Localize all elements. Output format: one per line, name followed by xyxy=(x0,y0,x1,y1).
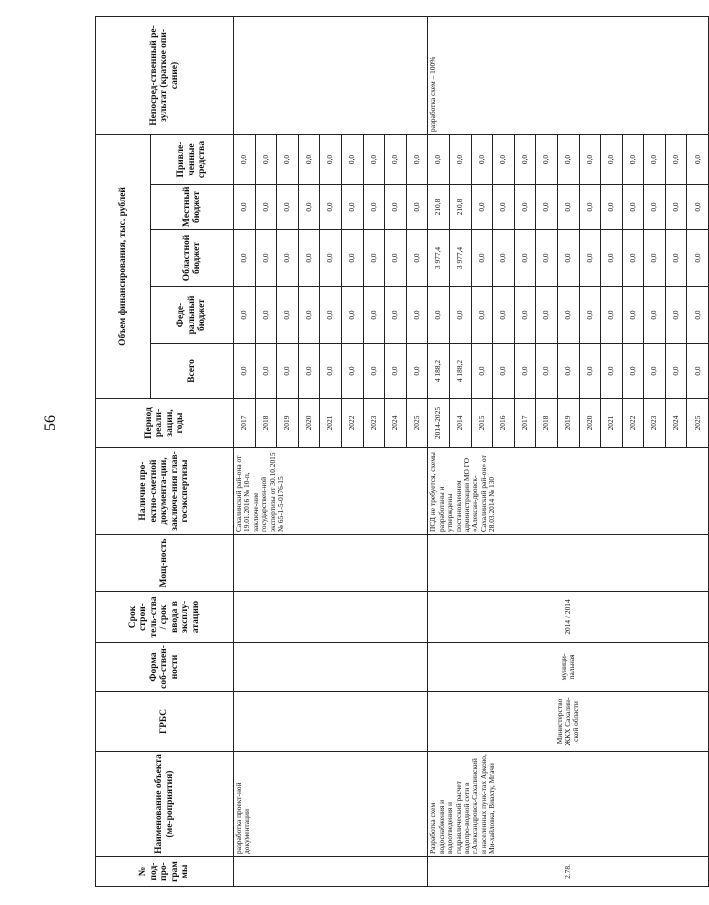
cell-attracted: 0,0 xyxy=(601,135,623,185)
cell-year: 2018 xyxy=(536,399,558,448)
cell-local: 0,0 xyxy=(536,185,558,230)
cell-local: 0,0 xyxy=(514,185,536,230)
block2-result-cell: разработка схем – 100% xyxy=(428,17,709,135)
header-name: Наименование объекта (ме-роприятия) xyxy=(96,752,234,857)
cell-regional: 0,0 xyxy=(493,230,515,287)
block1-form-cell xyxy=(234,643,428,692)
cell-regional: 0,0 xyxy=(687,230,709,287)
cell-local: 0,0 xyxy=(320,185,342,230)
cell-federal: 0,0 xyxy=(665,287,687,344)
cell-year: 2024 xyxy=(665,399,687,448)
cell-year: 2020 xyxy=(298,399,320,448)
cell-regional: 3 977,4 xyxy=(449,230,471,287)
header-local: Местный бюджет xyxy=(151,185,234,230)
page-number: 56 xyxy=(42,415,59,431)
cell-federal: 0,0 xyxy=(449,287,471,344)
cell-regional: 0,0 xyxy=(557,230,579,287)
table-row xyxy=(428,17,450,887)
cell-regional: 0,0 xyxy=(385,230,407,287)
cell-year: 2019 xyxy=(277,399,299,448)
block1-term-cell xyxy=(234,592,428,643)
cell-attracted: 0,0 xyxy=(363,135,385,185)
cell-federal: 0,0 xyxy=(687,287,709,344)
cell-total: 0,0 xyxy=(557,344,579,399)
cell-total: 0,0 xyxy=(665,344,687,399)
cell-attracted: 0,0 xyxy=(579,135,601,185)
header-regional: Областной бюджет xyxy=(151,230,234,287)
cell-year: 2021 xyxy=(320,399,342,448)
header-num: № под-про-грам мы xyxy=(96,857,234,887)
cell-federal: 0,0 xyxy=(601,287,623,344)
cell-regional: 0,0 xyxy=(341,230,363,287)
cell-year: 2017 xyxy=(234,399,256,448)
cell-total: 0,0 xyxy=(406,344,428,399)
cell-regional: 0,0 xyxy=(277,230,299,287)
cell-attracted: 0,0 xyxy=(644,135,666,185)
cell-year: 2025 xyxy=(687,399,709,448)
cell-total: 0,0 xyxy=(320,344,342,399)
header-financing-group: Объем финансирования, тыс. рублей xyxy=(96,135,151,399)
cell-federal: 0,0 xyxy=(234,287,256,344)
cell-local: 0,0 xyxy=(557,185,579,230)
cell-attracted: 0,0 xyxy=(471,135,493,185)
cell-attracted: 0,0 xyxy=(341,135,363,185)
cell-local: 0,0 xyxy=(687,185,709,230)
cell-attracted: 0,0 xyxy=(493,135,515,185)
cell-total: 0,0 xyxy=(255,344,277,399)
cell-attracted: 0,0 xyxy=(665,135,687,185)
cell-attracted: 0,0 xyxy=(449,135,471,185)
cell-total: 0,0 xyxy=(622,344,644,399)
cell-total: 0,0 xyxy=(471,344,493,399)
cell-regional: 0,0 xyxy=(298,230,320,287)
cell-regional: 0,0 xyxy=(579,230,601,287)
cell-year: 2018 xyxy=(255,399,277,448)
cell-total: 0,0 xyxy=(644,344,666,399)
cell-total: 0,0 xyxy=(363,344,385,399)
cell-regional: 0,0 xyxy=(234,230,256,287)
cell-year: 2022 xyxy=(622,399,644,448)
cell-federal: 0,0 xyxy=(406,287,428,344)
cell-regional: 0,0 xyxy=(601,230,623,287)
header-attracted: Привле-ченные средства xyxy=(151,135,234,185)
cell-total: 0,0 xyxy=(687,344,709,399)
cell-total: 0,0 xyxy=(234,344,256,399)
cell-attracted: 0,0 xyxy=(277,135,299,185)
cell-local: 0,0 xyxy=(385,185,407,230)
cell-regional: 0,0 xyxy=(406,230,428,287)
cell-federal: 0,0 xyxy=(363,287,385,344)
cell-local: 0,0 xyxy=(298,185,320,230)
rotated-page xyxy=(95,17,702,887)
cell-local: 0,0 xyxy=(579,185,601,230)
cell-attracted: 0,0 xyxy=(514,135,536,185)
cell-year: 2014-2025 xyxy=(428,399,450,448)
cell-regional: 0,0 xyxy=(644,230,666,287)
cell-attracted: 0,0 xyxy=(428,135,450,185)
header-psd: Наличие про-ектно-сметной документа-ции, заключе-ния глав-госэкспертизы xyxy=(96,448,234,535)
table-header xyxy=(96,17,234,887)
cell-total: 0,0 xyxy=(385,344,407,399)
cell-local: 0,0 xyxy=(406,185,428,230)
cell-attracted: 0,0 xyxy=(385,135,407,185)
cell-local: 0,0 xyxy=(665,185,687,230)
cell-federal: 0,0 xyxy=(277,287,299,344)
cell-total: 0,0 xyxy=(601,344,623,399)
cell-regional: 0,0 xyxy=(320,230,342,287)
cell-year: 2024 xyxy=(385,399,407,448)
cell-local: 0,0 xyxy=(255,185,277,230)
cell-attracted: 0,0 xyxy=(234,135,256,185)
cell-local: 0,0 xyxy=(601,185,623,230)
cell-federal: 0,0 xyxy=(622,287,644,344)
cell-regional: 0,0 xyxy=(622,230,644,287)
cell-year: 2014 xyxy=(449,399,471,448)
cell-federal: 0,0 xyxy=(385,287,407,344)
cell-year: 2023 xyxy=(363,399,385,448)
block2-power-cell xyxy=(428,535,709,592)
cell-total: 0,0 xyxy=(277,344,299,399)
cell-attracted: 0,0 xyxy=(298,135,320,185)
cell-regional: 0,0 xyxy=(536,230,558,287)
block1-result-cell xyxy=(234,17,428,135)
cell-total: 0,0 xyxy=(493,344,515,399)
cell-year: 2022 xyxy=(341,399,363,448)
cell-attracted: 0,0 xyxy=(406,135,428,185)
cell-total: 0,0 xyxy=(341,344,363,399)
block1-name-cell: разработка проект-ной документации xyxy=(234,752,428,857)
header-federal: Феде-ральный бюджет xyxy=(151,287,234,344)
cell-attracted: 0,0 xyxy=(557,135,579,185)
cell-regional: 3 977,4 xyxy=(428,230,450,287)
cell-regional: 0,0 xyxy=(363,230,385,287)
block1-power-cell xyxy=(234,535,428,592)
table-row xyxy=(234,17,256,887)
cell-local: 0,0 xyxy=(471,185,493,230)
header-total: Всего xyxy=(151,344,234,399)
cell-year: 2021 xyxy=(601,399,623,448)
block2-term-cell: 2014 / 2014 xyxy=(428,592,709,643)
header-power: Мощ-ность xyxy=(96,535,234,592)
cell-year: 2016 xyxy=(493,399,515,448)
header-term: Срок строи-тель-ства / срок ввода в эксплу-атацию xyxy=(96,592,234,643)
cell-attracted: 0,0 xyxy=(255,135,277,185)
cell-federal: 0,0 xyxy=(644,287,666,344)
cell-year: 2025 xyxy=(406,399,428,448)
cell-year: 2020 xyxy=(579,399,601,448)
cell-federal: 0,0 xyxy=(428,287,450,344)
cell-regional: 0,0 xyxy=(514,230,536,287)
cell-total: 0,0 xyxy=(536,344,558,399)
cell-federal: 0,0 xyxy=(493,287,515,344)
cell-total: 0,0 xyxy=(298,344,320,399)
cell-total: 0,0 xyxy=(579,344,601,399)
header-grbs: ГРБС xyxy=(96,692,234,752)
cell-local: 0,0 xyxy=(363,185,385,230)
cell-federal: 0,0 xyxy=(557,287,579,344)
cell-local: 0,0 xyxy=(493,185,515,230)
cell-local: 0,0 xyxy=(622,185,644,230)
header-period: Период реали-зации, годы xyxy=(96,399,234,448)
cell-attracted: 0,0 xyxy=(320,135,342,185)
cell-local: 0,0 xyxy=(341,185,363,230)
cell-federal: 0,0 xyxy=(536,287,558,344)
financing-table xyxy=(95,16,709,887)
block2-grbs-cell: Министерство ЖКХ Сахалин-ской области xyxy=(428,692,709,752)
cell-attracted: 0,0 xyxy=(536,135,558,185)
cell-regional: 0,0 xyxy=(471,230,493,287)
cell-total: 4 188,2 xyxy=(428,344,450,399)
block1-psd-cell: Сахалинский рай-она от 19.01.2016 № 10-п, заключе-ние государствен-ной экспертизы от 30.10.2015 № 65-1-5-0176-15 xyxy=(234,448,428,535)
cell-federal: 0,0 xyxy=(579,287,601,344)
cell-federal: 0,0 xyxy=(514,287,536,344)
cell-total: 0,0 xyxy=(514,344,536,399)
cell-local: 210,8 xyxy=(428,185,450,230)
block1-num-cell xyxy=(234,857,428,887)
header-form: Форма соб-ствен-ности xyxy=(96,643,234,692)
cell-federal: 0,0 xyxy=(298,287,320,344)
cell-year: 2019 xyxy=(557,399,579,448)
cell-local: 0,0 xyxy=(277,185,299,230)
block1-grbs-cell xyxy=(234,692,428,752)
cell-year: 2023 xyxy=(644,399,666,448)
block2-psd-cell: ПСД не требуется, схемы разработаны и утверждены постановлением администрации МО ГО «Алексан-дровск-Сахалинский рай-он» от 28.03.2014 № 130 xyxy=(428,448,709,535)
cell-federal: 0,0 xyxy=(255,287,277,344)
cell-year: 2015 xyxy=(471,399,493,448)
cell-local: 210,8 xyxy=(449,185,471,230)
block2-name-cell: Разработка схем водоснабжения и водоотведения и гидравлический расчет водопро-водной сети в г.Александровск-Сахалинский и населенных пунк-тах Арково, Ми-хайловка, Виахту, Мгачи xyxy=(428,752,709,857)
cell-federal: 0,0 xyxy=(471,287,493,344)
cell-regional: 0,0 xyxy=(665,230,687,287)
cell-regional: 0,0 xyxy=(255,230,277,287)
cell-local: 0,0 xyxy=(644,185,666,230)
cell-attracted: 0,0 xyxy=(622,135,644,185)
table-body xyxy=(234,17,709,887)
cell-attracted: 0,0 xyxy=(687,135,709,185)
cell-total: 4 188,2 xyxy=(449,344,471,399)
cell-year: 2017 xyxy=(514,399,536,448)
cell-federal: 0,0 xyxy=(341,287,363,344)
header-result: Непосред-ственный ре-зультат (краткое опи-сание) xyxy=(96,17,234,135)
block2-form-cell: муници-пальная xyxy=(428,643,709,692)
cell-federal: 0,0 xyxy=(320,287,342,344)
cell-local: 0,0 xyxy=(234,185,256,230)
block2-num-cell: 2.78. xyxy=(428,857,709,887)
